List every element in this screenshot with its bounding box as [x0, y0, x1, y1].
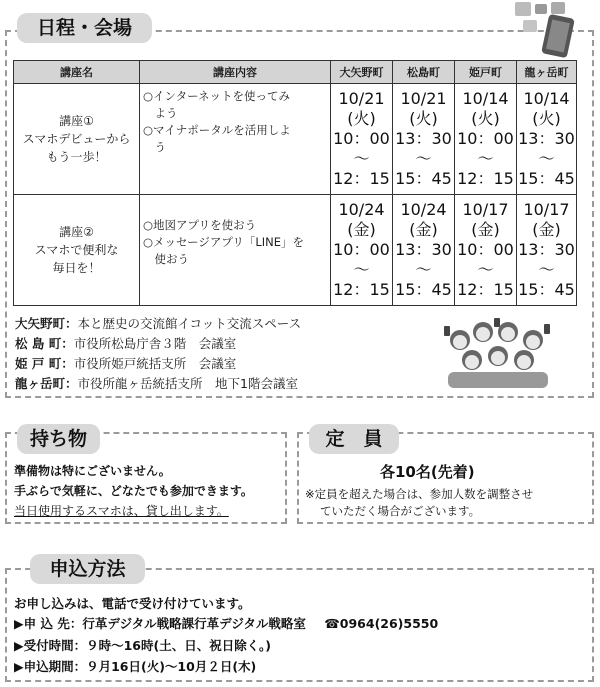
slot-tilde: ～ — [415, 149, 432, 168]
slot-day: (金) — [532, 220, 561, 239]
slot-tilde: ～ — [477, 149, 494, 168]
slot-end: 12：15 — [333, 280, 390, 299]
slot-start: 10：00 — [333, 129, 390, 148]
venue-item — [15, 334, 301, 354]
apply-tab: 申込方法 — [30, 554, 145, 584]
apply-contact: 行革デジタル戦略課行革デジタル戦略室 — [82, 616, 306, 631]
time-slot-cell — [517, 195, 577, 306]
apply-line-1: お申し込みは、電話で受け付けています。 — [14, 596, 251, 611]
apply-phone: ☎0964(26)5550 — [324, 616, 439, 631]
people-with-smartphones-illustration — [438, 318, 558, 388]
capacity-tab: 定 員 — [309, 424, 399, 454]
slot-end: 12：15 — [457, 280, 514, 299]
header-course-content: 講座内容 — [140, 61, 331, 84]
smartphone-illustration — [505, 0, 585, 60]
course-number: 講座② — [59, 225, 94, 239]
bring-line-2: 手ぶらで気軽に、どなたでも参加できます。 — [14, 484, 253, 498]
apply-period: ▶申込期間：９月16日(火)～10月２日(木) — [14, 659, 257, 674]
apply-contact-row — [14, 614, 438, 632]
slot-day: (火) — [347, 109, 376, 128]
time-slot-cell — [331, 195, 393, 306]
slot-date: 10/24 — [400, 200, 447, 219]
time-slot-cell — [517, 84, 577, 195]
venue-item — [15, 314, 301, 334]
slot-tilde: ～ — [538, 260, 555, 279]
slot-start: 10：00 — [457, 129, 514, 148]
slot-start: 13：30 — [395, 240, 452, 259]
venue-label: 龍ヶ岳町： — [15, 376, 78, 391]
content-line: ○地図アプリを使おう — [143, 218, 257, 232]
slot-start: 13：30 — [395, 129, 452, 148]
bring-tab: 持ち物 — [17, 424, 100, 454]
slot-end: 12：15 — [333, 169, 390, 188]
apply-contact-label: ▶申 込 先： — [14, 616, 83, 631]
header-ryugatake: 龍ヶ岳町 — [517, 61, 577, 84]
slot-day: (火) — [471, 109, 500, 128]
course-title: もう一歩！ — [46, 150, 107, 164]
header-course-name: 講座名 — [14, 61, 140, 84]
venue-text: 市役所姫戸統括支所 会議室 — [73, 356, 237, 371]
course-name-cell — [14, 84, 140, 195]
slot-end: 15：45 — [395, 280, 452, 299]
course-content-cell — [140, 195, 331, 306]
slot-end: 15：45 — [395, 169, 452, 188]
slot-end: 15：45 — [518, 169, 575, 188]
venue-text: 市役所龍ヶ岳統括支所 地下1階会議室 — [77, 376, 298, 391]
slot-end: 15：45 — [518, 280, 575, 299]
slot-tilde: ～ — [538, 149, 555, 168]
content-line: 使おう — [143, 252, 189, 266]
slot-tilde: ～ — [477, 260, 494, 279]
slot-date: 10/24 — [338, 200, 385, 219]
course-title: 毎日を！ — [52, 261, 101, 275]
content-line: ○マイナポータルを活用しよ — [143, 123, 291, 137]
slot-start: 13：30 — [518, 129, 575, 148]
capacity-note-1: ※定員を超えた場合は、参加人数を調整させ — [305, 487, 534, 501]
slot-day: (金) — [347, 220, 376, 239]
slot-date: 10/21 — [338, 89, 385, 108]
slot-start: 10：00 — [457, 240, 514, 259]
course-content-cell — [140, 84, 331, 195]
slot-date: 10/17 — [523, 200, 570, 219]
slot-day: (火) — [409, 109, 438, 128]
schedule-table — [13, 60, 577, 306]
course-name-cell — [14, 195, 140, 306]
bring-line-1: 準備物は特にございません。 — [14, 464, 171, 478]
content-line: ○メッセージアプリ「LINE」を — [143, 235, 305, 249]
slot-date: 10/21 — [400, 89, 447, 108]
schedule-tab: 日程・会場 — [17, 13, 152, 43]
slot-day: (金) — [409, 220, 438, 239]
slot-date: 10/17 — [462, 200, 509, 219]
slot-start: 10：00 — [333, 240, 390, 259]
venue-item — [15, 354, 301, 374]
venue-item — [15, 374, 301, 394]
course-title: スマホデビューから — [22, 132, 131, 146]
capacity-note-2: ていただく場合がございます。 — [320, 504, 481, 518]
venue-text: 市役所松島庁舎３階 会議室 — [73, 336, 237, 351]
time-slot-cell — [455, 195, 517, 306]
slot-day: (金) — [471, 220, 500, 239]
slot-day: (火) — [532, 109, 561, 128]
venue-list — [15, 314, 301, 394]
time-slot-cell — [393, 84, 455, 195]
venue-label: 姫 戸 町： — [15, 356, 74, 371]
slot-start: 13：30 — [518, 240, 575, 259]
course-title: スマホで便利な — [34, 243, 119, 257]
header-oyano: 大矢野町 — [331, 61, 393, 84]
slot-tilde: ～ — [353, 260, 370, 279]
content-line: よう — [143, 106, 178, 120]
table-header-row — [14, 61, 577, 84]
content-line: う — [143, 140, 166, 154]
venue-label: 松 島 町： — [15, 336, 74, 351]
slot-end: 12：15 — [457, 169, 514, 188]
bring-line-3: 当日使用するスマホは、貸し出します。 — [14, 504, 229, 518]
table-row — [14, 84, 577, 195]
venue-label: 大矢野町： — [15, 316, 78, 331]
slot-tilde: ～ — [415, 260, 432, 279]
slot-tilde: ～ — [353, 149, 370, 168]
capacity-main: 各10名(先着) — [380, 463, 475, 481]
apply-hours: ▶受付時間：９時～16時(土、日、祝日除く。) — [14, 638, 271, 653]
header-matsushima: 松島町 — [393, 61, 455, 84]
header-himedo: 姫戸町 — [455, 61, 517, 84]
time-slot-cell — [455, 84, 517, 195]
content-line: ○インターネットを使ってみ — [143, 89, 290, 103]
table-row — [14, 195, 577, 306]
course-number: 講座① — [59, 114, 94, 128]
time-slot-cell — [331, 84, 393, 195]
slot-date: 10/14 — [523, 89, 570, 108]
time-slot-cell — [393, 195, 455, 306]
venue-text: 本と歴史の交流館イコット交流スペース — [77, 316, 302, 331]
slot-date: 10/14 — [462, 89, 509, 108]
